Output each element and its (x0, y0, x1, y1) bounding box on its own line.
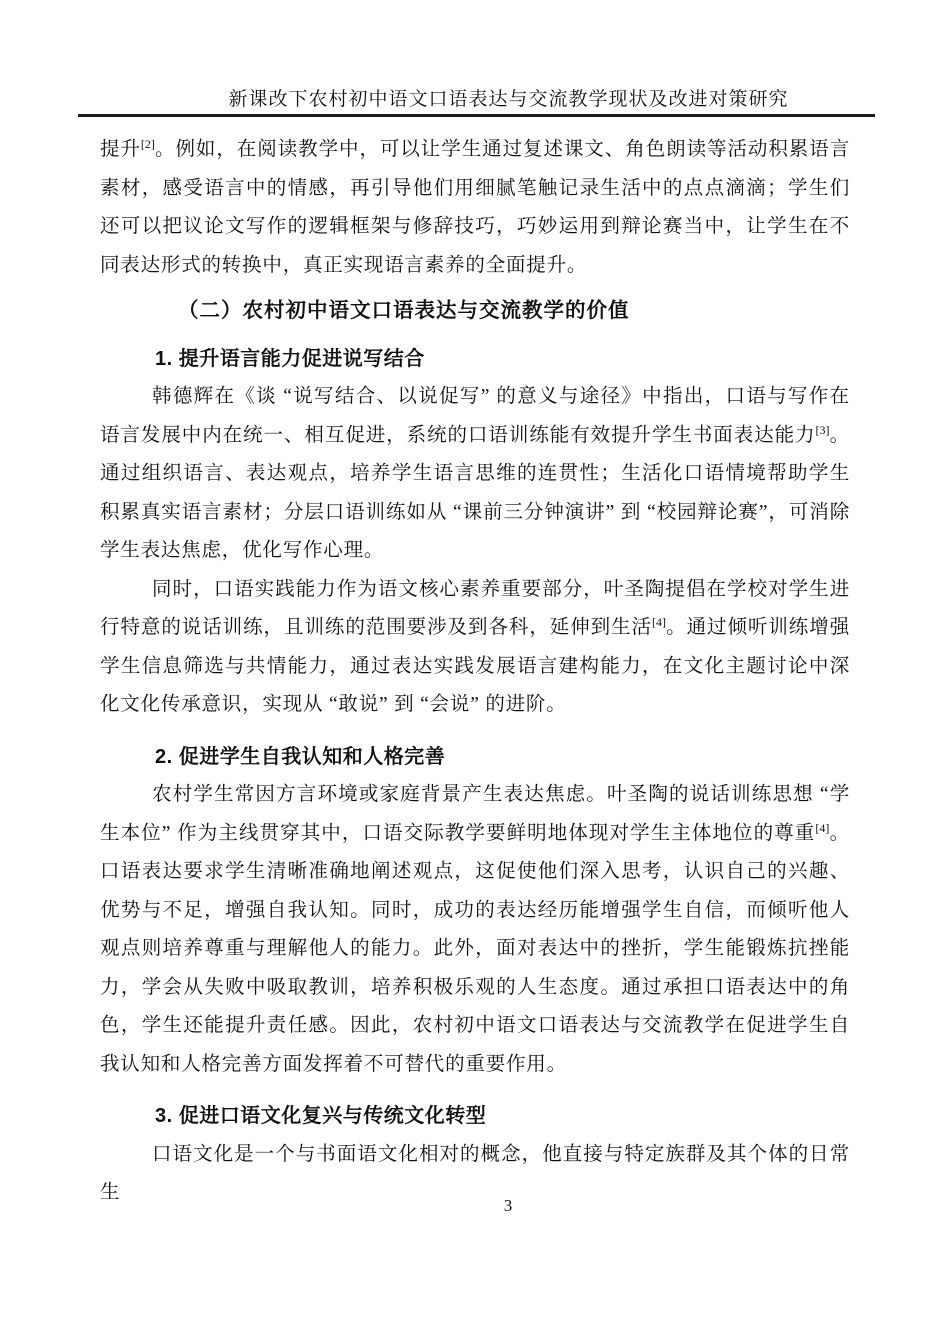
footnote-ref-4: [4] (652, 615, 666, 629)
paragraph-text: 提升 (100, 139, 141, 160)
paragraph-text: 韩德辉在《谈 “说写结合、以说促写” 的意义与途径》中指出，口语与写作在语言发展中内在统一、相互促进，系统的口语训练能有效提升学生书面表达能力 (100, 386, 850, 446)
footnote-ref-4: [4] (815, 820, 830, 835)
body-paragraph (100, 378, 850, 571)
footnote-ref-2: [2] (140, 137, 155, 151)
paragraph-text: 。例如，在阅读教学中，可以让学生通过复述课文、角色朗读等活动积累语言素材，感受语言中的情感，再引导他们用细腻笔触记录生活中的点点滴滴；学生们还可以把议论文写作的逻辑框架与修辞技巧，巧妙运用到辩论赛当中，让学生在不同表达形式的转换中，真正实现语言素养的全面提升。 (100, 139, 850, 276)
body-paragraph (100, 571, 850, 725)
paragraph-text: 。通过组织语言、表达观点，培养学生语言思维的连贯性；生活化口语情境帮助学生积累真实语言素材；分层口语训练如从 “课前三分钟演讲” 到 “校园辩论赛”，可消除学生表达焦虑，优化写作心理。 (100, 424, 850, 561)
subsection-heading-2: 2. 促进学生自我认知和人格完善 (155, 745, 446, 768)
subsection-heading-3: 3. 促进口语文化复兴与传统文化转型 (155, 1105, 487, 1127)
paragraph-text: 口语文化是一个与书面语文化相对的概念，他直接与特定族群及其个体的日常生 (100, 1143, 850, 1203)
subsection-heading-1: 1. 提升语言能力促进说写结合 (155, 347, 425, 370)
page-header (78, 84, 875, 117)
paragraph-text: 农村学生常因方言环境或家庭背景产生表达焦虑。叶圣陶的说话训练思想 “学生本位” 作为主线贯穿其中，口语交际教学要鲜明地体现对学生主体地位的尊重 (100, 784, 850, 844)
paragraph-text: 。通过倾听训练增强学生信息筛选与共情能力，通过表达实践发展语言建构能力，在文化主题讨论中深化文化传承意识，实现从 “敢说” 到 “会说” 的进阶。 (100, 617, 850, 715)
paragraph-text: 同时，口语实践能力作为语文核心素养重要部分，叶圣陶提倡在学校对学生进行特意的说话训练，且训练的范围要涉及到各科，延伸到生活 (100, 578, 850, 638)
document-body (100, 131, 850, 1213)
body-paragraph-continuation (100, 131, 850, 285)
page-header-title: 新课改下农村初中语文口语表达与交流教学现状及改进对策研究 (228, 89, 789, 110)
footnote-ref-3: [3] (815, 422, 830, 437)
paragraph-text: 。口语表达要求学生清晰准确地阐述观点，这促使他们深入思考，认识自己的兴趣、优势与不足，增强自我认知。同时，成功的表达经历能增强学生自信，而倾听他人观点则培养尊重与理解他人的能力。此外，面对表达中的挫折，学生能锻炼抗挫能力，学会从失败中吸取教训，培养积极乐观的人生态度。通过承担口语表达中的角色，学生还能提升责任感。因此，农村初中语文口语表达与交流教学在促进学生自我认知和人格完善方面发挥着不可替代的重要作用。 (100, 822, 850, 1075)
body-paragraph (100, 776, 850, 1084)
section-heading-2: （二）农村初中语文口语表达与交流教学的价值 (178, 299, 630, 322)
page-number: 3 (503, 1196, 513, 1215)
